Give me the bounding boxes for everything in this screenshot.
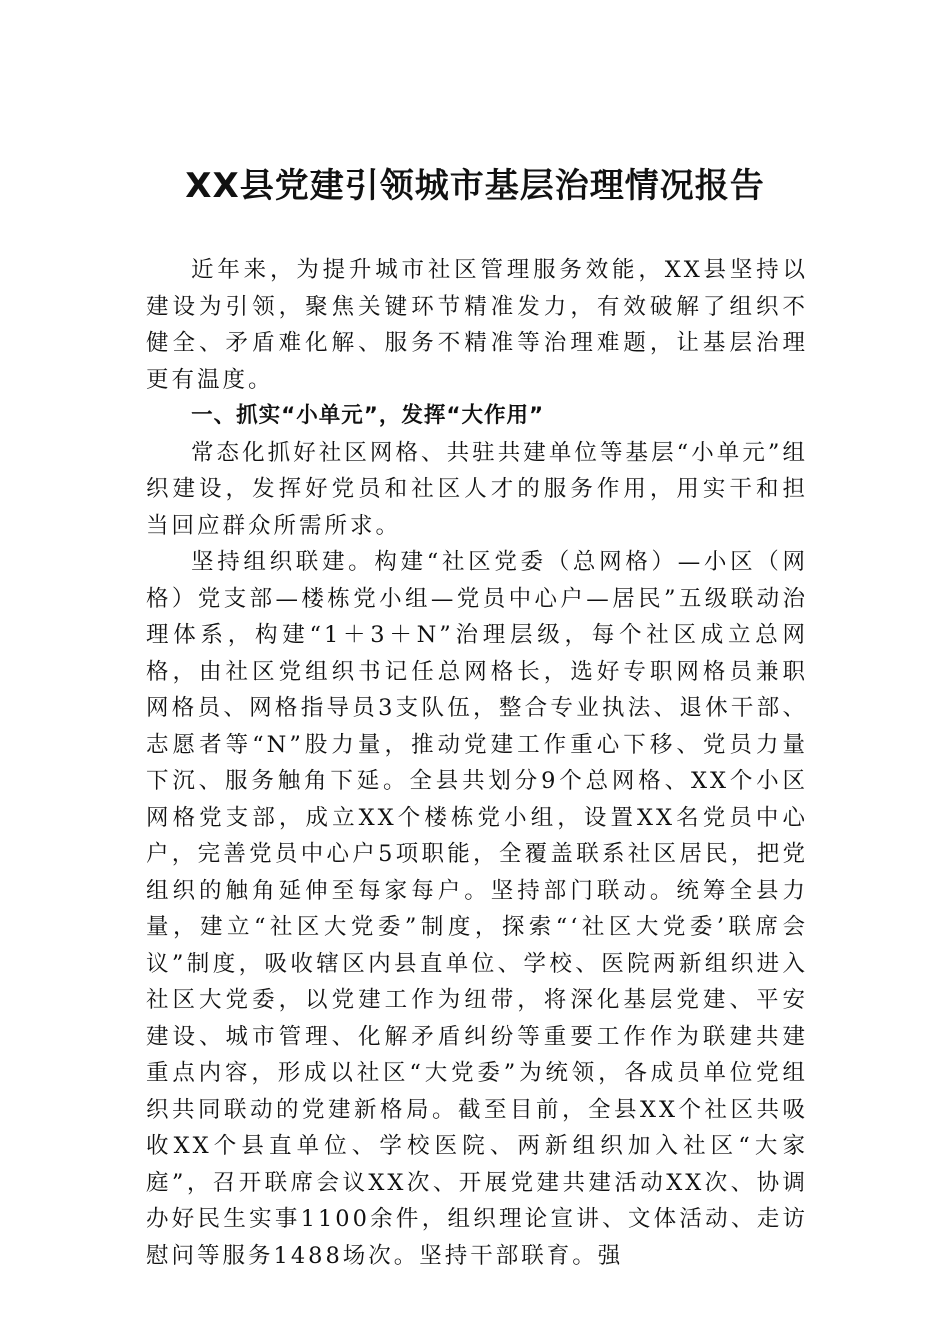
document-body bbox=[146, 252, 808, 1274]
document-title: XX县党建引领城市基层治理情况报告 bbox=[185, 166, 765, 206]
section-heading: 一、抓实“小单元”，发挥“大作用” bbox=[191, 403, 545, 428]
intro-paragraph: 近年来，为提升城市社区管理服务效能，XX县坚持以建设为引领，聚焦关键环节精准发力，有效破解了组织不健全、矛盾难化解、服务不精准等治理难题，让基层治理更有温度。 bbox=[146, 257, 808, 393]
section-paragraph: 常态化抓好社区网格、共驻共建单位等基层“小单元”组织建设，发挥好党员和社区人才的服务作用，用实干和担当回应群众所需所求。 bbox=[146, 439, 808, 539]
section-paragraph: 坚持组织联建。构建“社区党委（总网格）—小区（网格）党支部—楼栋党小组—党员中心户—居民”五级联动治理体系，构建“1＋3＋N”治理层级，每个社区成立总网格，由社区党组织书记任总网格长，选好专职网格员兼职网格员、网格指导员3支队伍，整合专业执法、退休干部、志愿者等“N”股力量，推动党建工作重心下移、党员力量下沉、服务触角下延。全县共划分9个总网格、XX个小区网格党支部，成立XX个楼栋党小组，设置XX名党员中心户，完善党员中心户5项职能，全覆盖联系社区居民，把党组织的触角延伸至每家每户。坚持部门联动。统筹全县力量，建立“社区大党委”制度，探索“‘社区大党委’联席会议”制度，吸收辖区内县直单位、学校、医院两新组织进入社区大党委，以党建工作为纽带，将深化基层党建、平安建设、城市管理、化解矛盾纠纷等重要工作作为联建共建重点内容，形成以社区“大党委”为统领，各成员单位党组织共同联动的党建新格局。截至目前，全县XX个社区共吸收XX个县直单位、学校医院、两新组织加入社区“大家庭”，召开联席会议XX次、开展党建共建活动XX次、协调办好民生实事1100余件，组织理论宣讲、文体活动、走访慰问等服务1488场次。坚持干部联育。强 bbox=[146, 549, 808, 1269]
